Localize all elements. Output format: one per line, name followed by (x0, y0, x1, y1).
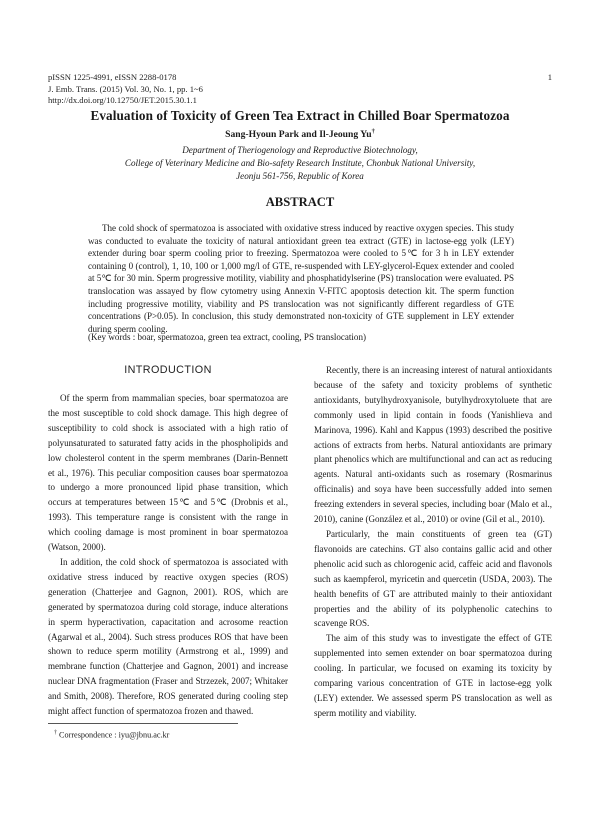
paper-title: Evaluation of Toxicity of Green Tea Extract in Chilled Boar Spermatozoa (90, 108, 510, 123)
affiliation-line-2: College of Veterinary Medicine and Bio-safety Research Institute, Chonbuk National University, (124, 158, 476, 168)
paragraph: Particularly, the main constituents of green tea (GT) flavonoids are catechins. GT also contains gallic acid and other phenolic acid such as chlorogenic acid, caffeic acid and flavonols such as kaempferol, myricetin and quercetin (USDA, 2003). The health benefits of GT are attributed mainly to their antioxidant properties and the ability of its polyphenolic catechins to scavenge ROS. (314, 528, 552, 629)
page-number: 1 (547, 72, 552, 82)
footnote-mark: † (54, 730, 57, 736)
author-list (0, 128, 600, 140)
paragraph: Recently, there is an increasing interest of natural antioxidants because of the safety and toxicity problems of synthetic antioxidants, butylhydroxyanisole, butylhydroxytoluete that are commonly used in lipid contain in foods (Yanishlieva and Marinova, 1996). Kahl and Kappus (1993) described the positive actions of extracts from herbs. Natural antioxidants are primary plant phenolics which are multifunctional and can act as reducing agents. Natural anti-oxidants such as rosemary (Rosmarinus officinalis) and soya have been successfully added into semen freezing extenders in several species, including boar (Malo et al., 2010), canine (González et al., 2010) or ovine (Gil et al., 2010). (314, 365, 552, 525)
paragraph: In addition, the cold shock of spermatozoa is associated with oxidative stress induced by reactive oxygen species (ROS) generation (Chatterjee and Gagnon, 2001). ROS, which are generated by spermatozoa during cold storage, induce alterations in sperm hyperactivation, capacitation and acrosome reaction (Agarwal et al., 2004). Such stress produces ROS that have been shown to reduce sperm motility (Armstrong et al., 1999) and membrane function (Chatterjee and Gagnon, 2001) and increase nuclear DNA fragmentation (Fraser and Strzezek, 2007; Whitaker and Smith, 2008). Therefore, ROS generated during cooling step might affect function of spermatozoa frozen and thawed. (48, 556, 288, 717)
affiliation-line-3: Jeonju 561-756, Republic of Korea (236, 171, 364, 181)
affiliation-line-1: Department of Theriogenology and Reproductive Biotechnology, (182, 145, 418, 155)
paragraph: Of the sperm from mammalian species, boar spermatozoa are the most susceptible to cold shock damage. This high degree of susceptibility to cold shock is associated with a high ratio of polyunsaturated to saturated fatty acids in the phospholipids and low cholesterol content in the sperm membranes (Darin-Bennett et al., 1976). This peculiar composition causes boar spermatozoa to undergo a more pronounced lipid phase transition, which occurs at temperatures between 15℃ and 5℃ (Drobnis et al., 1993). This temperature range is consistent with the range in which cooling damage is most prominent in boar spermatozoa (Watson, 2000). (48, 393, 288, 553)
footnote (54, 730, 169, 740)
footnote-divider (48, 723, 238, 724)
authors-text: Sang-Hyoun Park and Il-Jeoung Yu (225, 129, 372, 141)
right-column (314, 363, 552, 721)
abstract-body: The cold shock of spermatozoa is associated with oxidative stress induced by reactive oxygen species. This study was conducted to evaluate the toxicity of natural antioxidant green tea extract (GTE) in lactose-egg yolk (LEY) extender during boar sperm cooling prior to freezing. Spermatozoa were cooled to 5℃ for 3 h in LEY extender containing 0 (control), 1, 10, 100 or 1,000 mg/l of GTE, re-suspended with LEY-glycerol-Equex extender and cooled at 5℃ for 30 min. Sperm progressive motility, viability and phosphatidylserine (PS) translocation were evaluated. PS translocation was assayed by flow cytometry using Annexin V-FITC apoptosis detection kit. The sperm function including progressive motility, viability and PS translocation was not significantly different regardless of GTE concentrations (P>0.05). In conclusion, this study demonstrated non-toxicity of GTE supplement in LEY extender during sperm cooling. (88, 223, 514, 334)
correspondence-email[interactable]: Correspondence : iyu@jbnu.ac.kr (59, 730, 170, 740)
keywords: (Key words : boar, spermatozoa, green tea extract, cooling, PS translocation) (88, 332, 366, 342)
journal-header (48, 72, 203, 107)
doi-link[interactable]: http://dx.doi.org/10.12750/JET.2015.30.1.1 (48, 95, 197, 105)
journal-citation: J. Emb. Trans. (2015) Vol. 30, No. 1, pp. 1~6 (48, 83, 203, 94)
paragraph: The aim of this study was to investigate the effect of GTE supplemented into semen extender on boar spermatozoa during cooling. In particular, we focused on examing its toxicity by comparing various concentration of GTE in lactose-egg yolk (LEY) extender. We assessed sperm PS translocation as well as sperm motility and viability. (314, 633, 552, 718)
corresponding-mark: † (371, 128, 375, 135)
issn-line: pISSN 1225-4991, eISSN 2288-0178 (48, 72, 177, 82)
introduction-heading: INTRODUCTION (124, 364, 212, 376)
left-column (48, 391, 288, 719)
abstract-heading: ABSTRACT (265, 195, 335, 209)
affiliation (0, 144, 600, 183)
